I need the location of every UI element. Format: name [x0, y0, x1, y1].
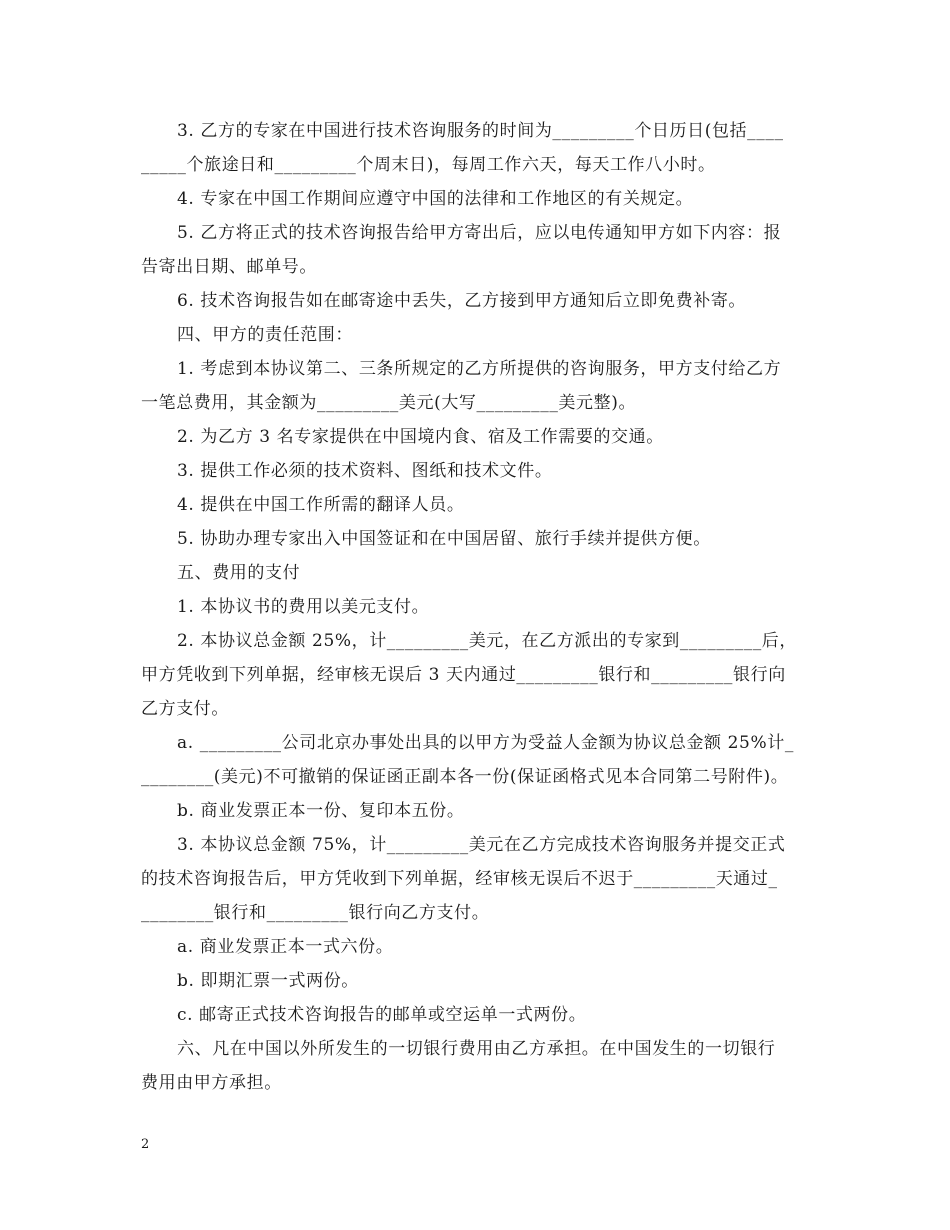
text-line: 1. 本协议书的费用以美元支付。 — [177, 597, 430, 617]
section-heading: 四、甲方的责任范围： — [177, 325, 353, 345]
text-line: 5. 乙方将正式的技术咨询报告给甲方寄出后，应以电传通知甲方如下内容：报 — [177, 223, 782, 243]
text-line: 的技术咨询报告后，甲方凭收到下列单据，经审核无误后不迟于_________天通过_ — [141, 869, 778, 889]
text-line: c. 邮寄正式技术咨询报告的邮单或空运单一式两份。 — [177, 1005, 587, 1025]
text-line: 2. 本协议总金额 25%，计_________美元，在乙方派出的专家到_________后， — [177, 631, 798, 651]
text-line: 3. 乙方的专家在中国进行技术咨询服务的时间为_________个日历日(包括____ — [177, 121, 784, 141]
section-heading: 五、费用的支付 — [177, 563, 301, 583]
document-body — [141, 114, 813, 1100]
text-line: ________(美元)不可撤销的保证函正副本各一份(保证函格式见本合同第二号附件)。 — [141, 767, 789, 787]
text-line: a. _________公司北京办事处出具的以甲方为受益人金额为协议总金额 25%计_ — [177, 733, 794, 753]
text-line: 4. 提供在中国工作所需的翻译人员。 — [177, 495, 465, 515]
text-line: b. 商业发票正本一份、复印本五份。 — [177, 801, 465, 821]
page-number: 2 — [141, 1137, 150, 1152]
text-line: 告寄出日期、邮单号。 — [141, 257, 317, 277]
text-line: 3. 提供工作必须的技术资料、图纸和技术文件。 — [177, 461, 553, 481]
text-line: 乙方支付。 — [141, 699, 229, 719]
text-line: 5. 协助办理专家出入中国签证和在中国居留、旅行手续并提供方便。 — [177, 529, 711, 549]
text-line: a. 商业发票正本一式六份。 — [177, 937, 394, 957]
text-line: 4. 专家在中国工作期间应遵守中国的法律和工作地区的有关规定。 — [177, 189, 694, 209]
text-line: 6. 技术咨询报告如在邮寄途中丢失，乙方接到甲方通知后立即免费补寄。 — [177, 291, 747, 311]
text-line: 甲方凭收到下列单据，经审核无误后 3 天内通过_________银行和_________银行向 — [141, 665, 786, 685]
text-line: b. 即期汇票一式两份。 — [177, 971, 359, 991]
text-line: 2. 为乙方 3 名专家提供在中国境内食、宿及工作需要的交通。 — [177, 427, 664, 447]
section-heading: 六、凡在中国以外所发生的一切银行费用由乙方承担。在中国发生的一切银行 — [177, 1039, 776, 1059]
text-line: ________银行和_________银行向乙方支付。 — [141, 903, 490, 923]
text-line: _____个旅途日和_________个周末日)，每周工作六天，每天工作八小时。 — [141, 155, 716, 175]
text-line: 一笔总费用，其金额为_________美元(大写_________美元整)。 — [141, 393, 637, 413]
text-line: 1. 考虑到本协议第二、三条所规定的乙方所提供的咨询服务，甲方支付给乙方 — [177, 359, 782, 379]
text-line: 费用由甲方承担。 — [141, 1073, 282, 1093]
text-line: 3. 本协议总金额 75%，计_________美元在乙方完成技术咨询服务并提交正式 — [177, 835, 786, 855]
